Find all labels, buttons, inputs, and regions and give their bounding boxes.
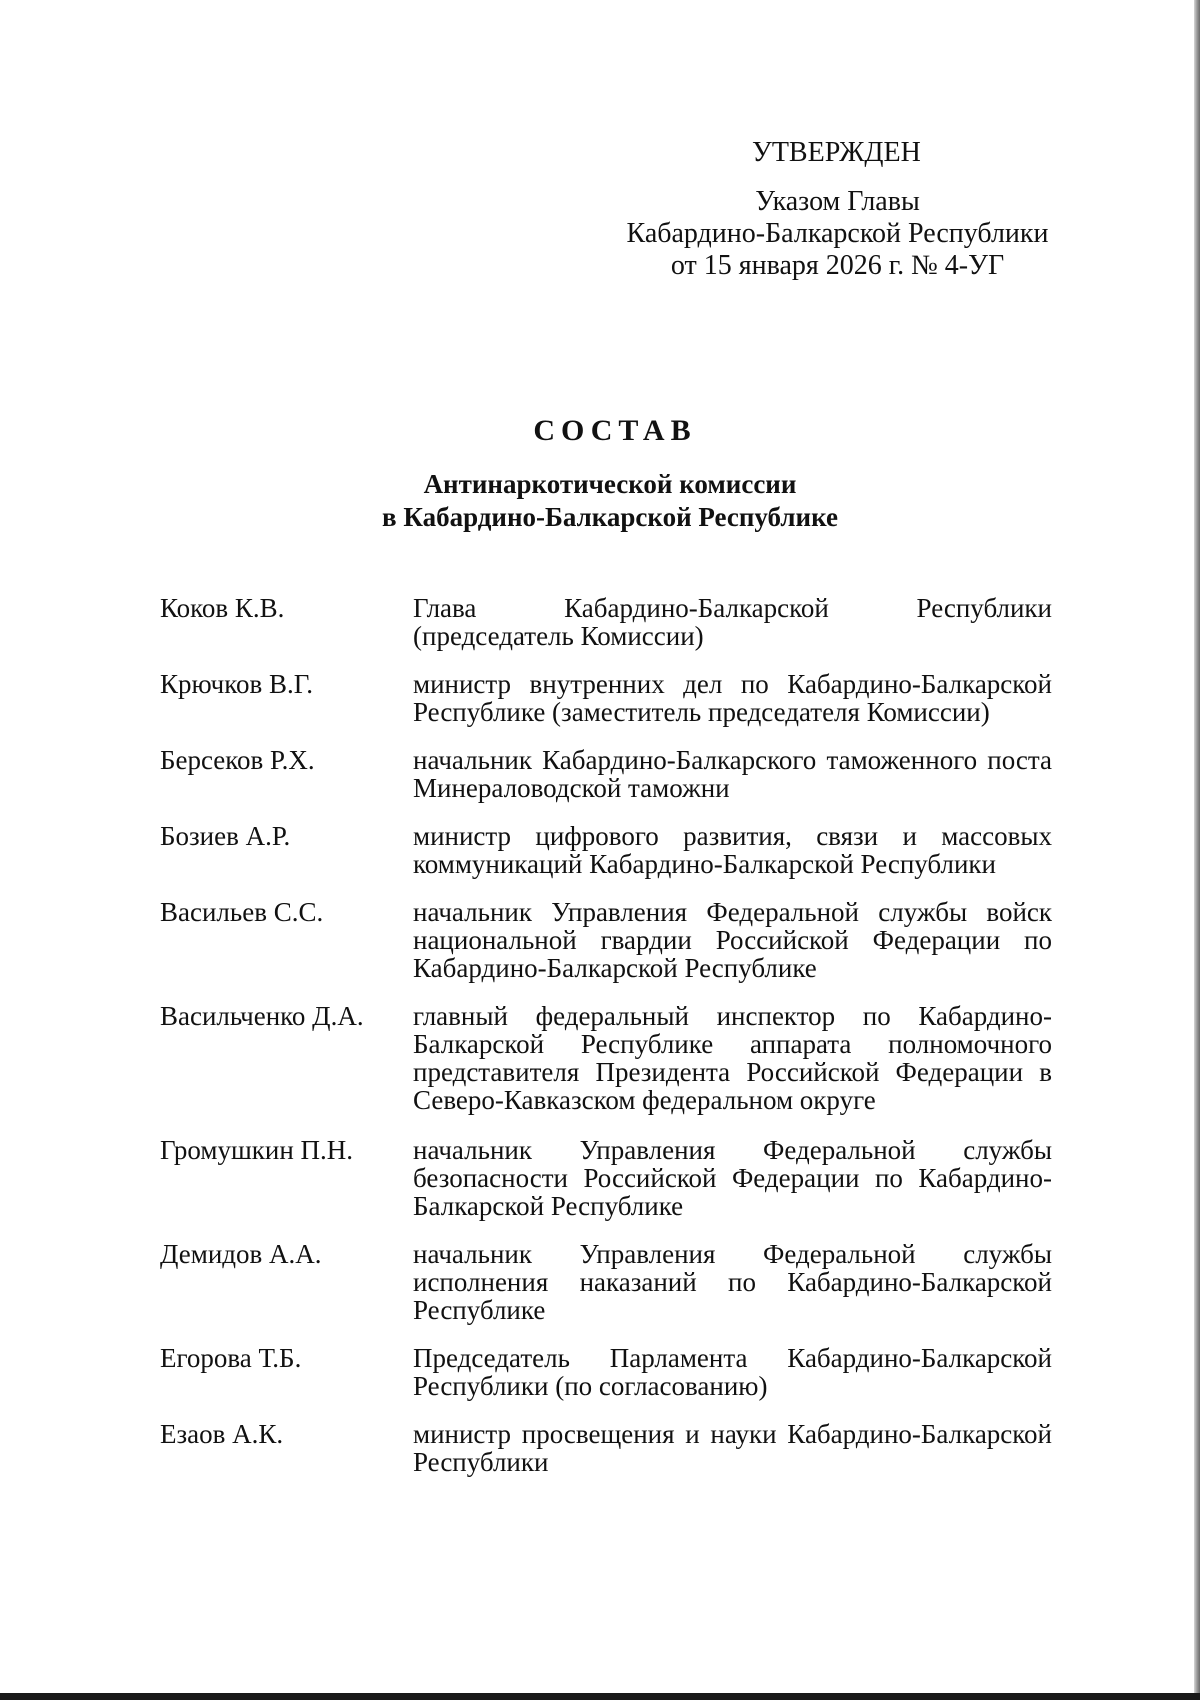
- member-name: Егорова Т.Б.: [160, 1343, 302, 1373]
- member-row: [160, 822, 1052, 878]
- subtitle-line-commission: Антинаркотической комиссии: [423, 469, 797, 499]
- member-position: начальник Управления Федеральной службы исполнения наказаний по Кабардино-Балкарской Республике: [413, 1239, 1052, 1325]
- member-position: начальник Управления Федеральной службы безопасности Российской Федерации по Кабардино-Балкарской Республике: [413, 1135, 1052, 1221]
- member-name: Бозиев А.Р.: [160, 821, 291, 851]
- member-name: Васильченко Д.А.: [160, 1001, 364, 1031]
- member-row: [160, 1344, 1052, 1400]
- member-row: [160, 898, 1052, 982]
- member-name: Езаов А.К.: [160, 1419, 284, 1449]
- member-name: Громушкин П.Н.: [160, 1135, 354, 1165]
- member-name: Васильев С.С.: [160, 897, 324, 927]
- member-position: Глава Кабардино-Балкарской Республики (председатель Комиссии): [413, 593, 1052, 651]
- member-row: [160, 1240, 1052, 1324]
- member-row: [160, 1136, 1052, 1220]
- approval-line-republic: Кабардино-Балкарской Республики: [626, 218, 1049, 249]
- member-name: Крючков В.Г.: [160, 669, 314, 699]
- member-position: министр цифрового развития, связи и массовых коммуникаций Кабардино-Балкарской Республики: [413, 821, 1052, 879]
- approval-line-decree: Указом Главы: [755, 186, 920, 217]
- member-name: Коков К.В.: [160, 593, 285, 623]
- member-position: министр просвещения и науки Кабардино-Балкарской Республики: [413, 1419, 1052, 1477]
- members-list: [160, 594, 1052, 1476]
- member-row: [160, 594, 1052, 650]
- member-position: главный федеральный инспектор по Кабардино-Балкарской Республике аппарата полномочного представителя Президента Российской Федерации в Северо-Кавказском федеральном округе: [413, 1001, 1052, 1115]
- scan-right-edge: [1194, 0, 1200, 1700]
- member-name: Берсеков Р.Х.: [160, 745, 315, 775]
- document-title: СОСТАВ: [533, 414, 697, 447]
- member-position: начальник Управления Федеральной службы войск национальной гвардии Российской Федерации по Кабардино-Балкарской Республике: [413, 897, 1052, 983]
- subtitle-line-republic: в Кабардино-Балкарской Республике: [382, 502, 838, 532]
- member-position: министр внутренних дел по Кабардино-Балкарской Республике (заместитель председателя Комиссии): [413, 669, 1052, 727]
- member-row: [160, 746, 1052, 802]
- member-row: [160, 670, 1052, 726]
- member-row: [160, 1002, 1052, 1114]
- approval-label: УТВЕРЖДЕН: [752, 137, 921, 168]
- scan-bottom-edge: [0, 1693, 1200, 1700]
- document-subtitle: [0, 468, 1200, 534]
- member-name: Демидов А.А.: [160, 1239, 322, 1269]
- member-row: [160, 1420, 1052, 1476]
- approval-block: [600, 186, 1075, 282]
- member-position: начальник Кабардино-Балкарского таможенного поста Минераловодской таможни: [413, 745, 1052, 803]
- member-position: Председатель Парламента Кабардино-Балкарской Республики (по согласованию): [413, 1343, 1052, 1401]
- approval-line-date: от 15 января 2026 г. № 4-УГ: [670, 250, 1005, 281]
